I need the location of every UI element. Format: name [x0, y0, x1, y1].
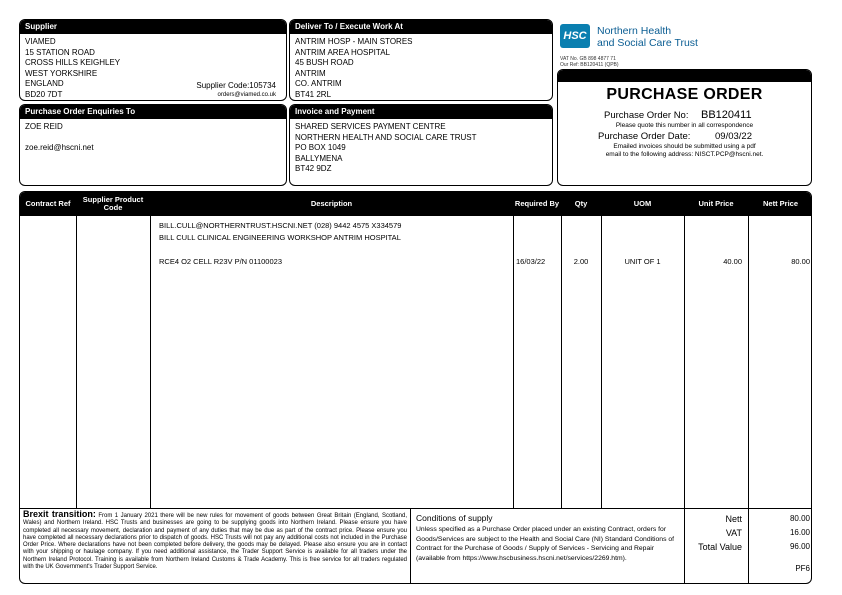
enquiries-email: zoe.reid@hscni.net: [25, 142, 94, 152]
description-note: BILL CULL CLINICAL ENGINEERING WORKSHOP ANTRIM HOSPITAL: [159, 233, 401, 242]
invoice-line: NORTHERN HEALTH AND SOCIAL CARE TRUST: [295, 132, 477, 142]
supplier-email: orders@viamed.co.uk: [217, 92, 276, 98]
invoice-address: [290, 119, 552, 175]
trust-name-line2: and Social Care Trust: [597, 37, 698, 49]
vat-label: VAT: [725, 528, 742, 538]
supplier-code: Supplier Code:105734: [196, 81, 276, 90]
hsc-logo-icon: HSC: [560, 24, 590, 48]
supplier-header: Supplier: [20, 20, 286, 34]
deliver-line: ANTRIM: [295, 68, 326, 78]
supplier-line: CROSS HILLS KEIGHLEY: [25, 58, 121, 67]
deliver-line: CO. ANTRIM: [295, 79, 342, 88]
enquiries-name: ZOE REID: [25, 122, 63, 131]
deliver-header: Deliver To / Execute Work At: [290, 20, 552, 34]
cell-uom: UNIT OF 1: [624, 257, 661, 266]
vat-reference: [560, 56, 619, 68]
conditions-title: Conditions of supply: [416, 513, 493, 523]
footer-column-divider: [410, 508, 411, 584]
column-divider: [150, 216, 151, 508]
line-items-table: [19, 191, 812, 584]
deliver-line: ANTRIM AREA HOSPITAL: [295, 47, 390, 57]
supplier-line: ENGLAND: [25, 79, 64, 88]
brexit-title: Brexit transition:: [23, 509, 96, 519]
po-email-note-1: Emailed invoices should be submitted using a pdf: [613, 143, 756, 150]
cell-nett-price: 80.00: [791, 257, 810, 266]
trust-name-line1: Northern Health: [597, 25, 672, 37]
enquiries-header: Purchase Order Enquiries To: [20, 105, 286, 119]
po-email-note-2: email to the following address: NISCT.PCP@hscni.net.: [605, 151, 764, 158]
column-divider: [513, 216, 514, 508]
vat-value: 16.00: [789, 528, 810, 537]
cell-required-by: 16/03/22: [516, 257, 546, 266]
po-quote-note: Please quote this number in all correspondence: [615, 122, 754, 129]
po-header-band: [558, 70, 811, 82]
our-ref: Our Ref: BB120411 (QPB): [560, 62, 619, 68]
deliver-line: BT41 2RL: [295, 89, 332, 99]
enquiries-body: [20, 119, 286, 153]
deliver-address: [290, 34, 552, 100]
invoice-header: Invoice and Payment: [290, 105, 552, 119]
footer-divider: [20, 508, 811, 509]
column-divider: [76, 216, 77, 508]
invoice-line: BT42 9DZ: [295, 164, 332, 173]
deliver-line: ANTRIM HOSP - MAIN STORES: [295, 37, 413, 46]
po-number-label: Purchase Order No:: [604, 110, 689, 121]
vat-number: VAT No. GB 898 4877 71: [560, 56, 616, 62]
po-title: PURCHASE ORDER: [606, 86, 763, 103]
supplier-line: 15 STATION ROAD: [25, 47, 95, 57]
enquiries-box: [19, 104, 287, 186]
col-uom: UOM: [633, 198, 652, 208]
col-nett-price: Nett Price: [762, 198, 798, 208]
col-contract-ref: Contract Ref: [25, 198, 71, 208]
supplier-address: [20, 34, 286, 100]
deliver-box: [289, 19, 553, 101]
supplier-line: WEST YORKSHIRE: [25, 68, 98, 78]
nett-label: Nett: [725, 514, 742, 524]
cell-qty: 2.00: [573, 257, 589, 266]
invoice-line: SHARED SERVICES PAYMENT CENTRE: [295, 122, 446, 131]
col-description: Description: [310, 198, 353, 208]
col-unit-price: Unit Price: [698, 198, 734, 208]
trust-name: [597, 25, 698, 49]
col-qty: Qty: [574, 198, 588, 208]
purchase-order-box: [557, 69, 812, 186]
nett-value: 80.00: [789, 514, 810, 523]
page-code: PF6: [795, 564, 810, 573]
po-date: 09/03/22: [715, 131, 752, 142]
cell-description: RCE4 O2 CELL R23V P/N 01100023: [159, 257, 282, 266]
invoice-line: BALLYMENA: [295, 153, 343, 163]
table-header: [20, 192, 811, 216]
total-label: Total Value: [698, 542, 742, 552]
po-date-label: Purchase Order Date:: [598, 131, 691, 142]
supplier-line: VIAMED: [25, 37, 56, 46]
invoice-box: [289, 104, 553, 186]
cell-unit-price: 40.00: [723, 257, 742, 266]
col-supplier-code: Supplier Product Code: [82, 194, 144, 212]
po-number: BB120411: [701, 109, 752, 121]
brexit-text: From 1 January 2021 there will be new rules for movement of goods between Great Britain (England, Scotland, Wales) and Northern Ireland. HSC Trusts and businesses are going to be supplying goods into Northern Ireland. Please ensure you have completed all necessary movement, declaration and payment of any duties that may be due as part of the contract price. Please ensure you have completed all necessary declarations prior to dispatch of goods. HSC Trusts will not pay any additional costs not included in the Purchase Order Price. Where declarations have not been completed before delivery, the goods may be delayed. Please also ensure you are in contact with your shipping or haulage company. If you need additional assistance, the Trader Support Service is available for all traders under the Northern Ireland Protocol. Training is available from Northern Ireland Customs & Trade Academy. This is free service for all traders regulated with the UK Government's Trader Support Service.: [23, 513, 407, 571]
supplier-box: [19, 19, 287, 101]
supplier-line: BD20 7DT: [25, 89, 63, 99]
description-note: BILL.CULL@NORTHERNTRUST.HSCNI.NET (028) 9442 4575 X334579: [159, 221, 402, 230]
conditions-text: Unless specified as a Purchase Order placed under an existing Contract, orders for Goods/Services are subject to the Health and Social Care (NI) Standard Conditions of Contract for the Purchase of Goods / Supply of Services - Servicing and Repair (available from https://www.hscbusiness.hscni.net/services/2269.htm).: [416, 526, 675, 562]
deliver-line: 45 BUSH ROAD: [295, 58, 354, 67]
col-required-by: Required By: [514, 198, 560, 208]
brexit-notice: [23, 511, 407, 571]
trust-logo: [560, 24, 710, 54]
total-value: 96.00: [789, 542, 810, 551]
invoice-line: PO BOX 1049: [295, 143, 346, 152]
